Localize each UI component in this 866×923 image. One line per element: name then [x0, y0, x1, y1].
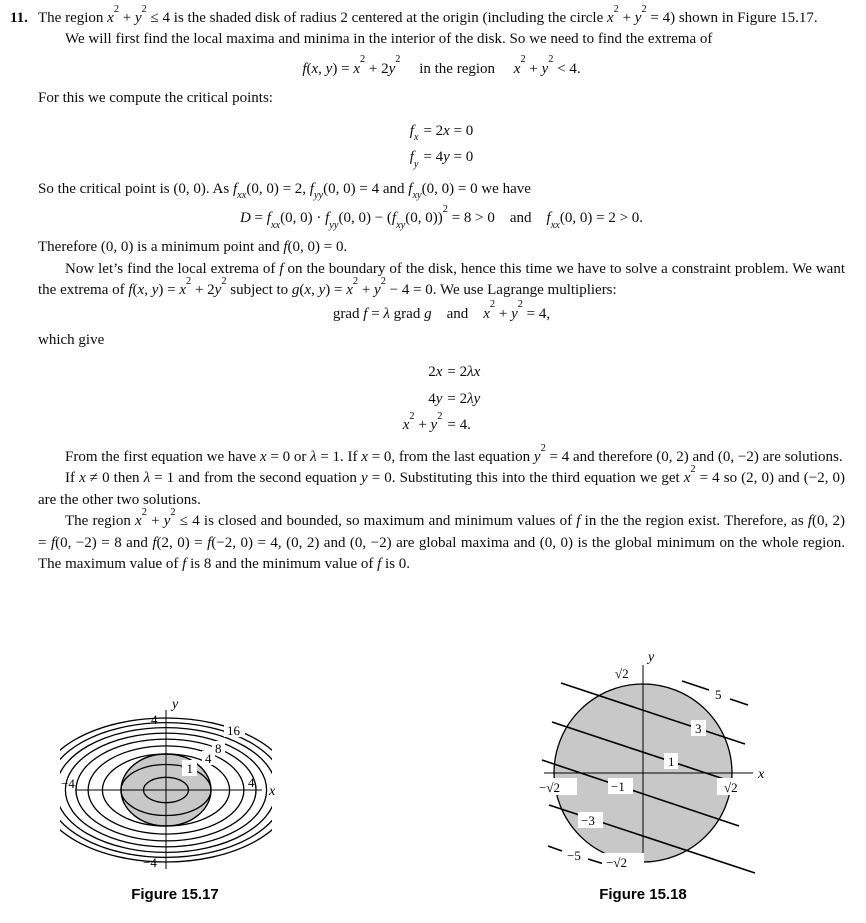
level-label-neg5: −5 [567, 848, 581, 863]
paragraph-boundary: Now let’s find the local extrema of f on the boundary of the disk, hence this time we have to solve a constraint problem. We want the extrema of f(x, $y) = x^2 + 2y^2$ subject to g(x, $y) = x^2 + y^2 - 4 = 0$. We use Lagrange multipliers: [38, 260, 845, 299]
level-label-neg1: −1 [611, 779, 625, 794]
equation-system [403, 359, 481, 439]
x-tick-neg-sqrt2-label: −√2 [539, 780, 560, 795]
equation-line: $f_x$ = 2x = 0 [409, 122, 474, 144]
paragraph-second-equation: If x ≠ 0 then λ = 1 and from the second equation y = 0. Substituting this into the third equation we get $x^2 = 4$ so (2, 0) and (−2, 0) are the other two solutions. [38, 464, 846, 508]
equation-partials [410, 118, 474, 171]
y-axis-label: y [648, 650, 655, 665]
paragraph-critical-points: For this we compute the critical points: [38, 90, 273, 107]
equation-lagrange: grad f = λ grad g and $x^2 + y^2 = 4$, [332, 299, 551, 322]
contour-label-4: 4 [205, 751, 212, 766]
contour-label-16: 16 [227, 723, 240, 738]
equation-line: $f_y$ = 4y = 0 [409, 149, 474, 170]
x-axis-label: x [758, 767, 765, 782]
level-label-3: 3 [695, 721, 702, 736]
equation-line: 2x = 2λx [428, 364, 481, 381]
contour-label-8: 8 [215, 741, 222, 756]
problem-number: 11. [10, 10, 28, 26]
y-tick-neg4-label: −4 [143, 855, 157, 870]
paragraph-conclusion: The region $x^2 + y^2 \le 4$ is closed and bounded, so maximum and minimum values of f in the the region exist. Therefore, as f(0, 2) = f(0, −2) = 8 and f(2, 0) = f(−2, 0) = 4, (0, 2) and (0, −2) are global maxima and (0, 0) is the global minimum on the whole region. The maximum value of f is 8 and the minimum value of f is 0. [38, 506, 845, 572]
paragraph-minimum: Therefore (0, 0) is a minimum point and f(0, 0) = 0. [38, 239, 348, 256]
paragraph-first-equation: From the first equation we have x = 0 or λ = 1. If x = 0, from the last equation $y^2 = 4$ and therefore (0, 2) and (0, −2) are solutions. [65, 442, 843, 465]
contour-label-1: 1 [186, 761, 193, 776]
equation-line: $x^2 + y^2$ = 4. [402, 411, 471, 434]
x-tick-sqrt2-label: √2 [724, 780, 738, 795]
equation-function: f(x, $y) = x^2 + 2y^2$ in the region $x^2 + y^2 < 4$. [302, 54, 581, 77]
figure-15-17-contour-plot [55, 688, 295, 884]
figure-15-18-caption: Figure 15.18 [599, 886, 687, 903]
paragraph-intro: The region $x^2 + y^2 \le 4$ is the shaded disk of radius 2 centered at the origin (including the circle $x^2 + y^2 = 4$) shown in Figure 15.17. [38, 3, 818, 26]
level-label-neg3: −3 [581, 813, 595, 828]
x-tick-neg4-label: −4 [61, 776, 75, 791]
y-axis-label: y [172, 697, 179, 712]
x-axis-label: x [269, 784, 276, 799]
level-label-1: 1 [668, 754, 675, 769]
figure-15-17-caption: Figure 15.17 [131, 886, 219, 903]
equation-discriminant: $D = f_{xx}(0$, $0) \cdot f_{yy}(0$, $0) - (f_{xy}(0$, 0))$^2$ = 8 > 0 and $f_{xx}(0$, 0) = 2 > 0. [239, 203, 644, 231]
paragraph-which-give: which give [38, 332, 105, 349]
y-tick-neg-sqrt2-label: −√2 [606, 855, 627, 870]
level-label-5: 5 [715, 687, 722, 702]
y-tick-sqrt2-label: √2 [615, 666, 629, 681]
equation-line: 4y = 2λy [428, 390, 481, 407]
paragraph-interior: We will first find the local maxima and minima in the interior of the disk. So we need to find the extrema of [65, 31, 713, 48]
x-tick-pos4-label: 4 [248, 775, 255, 790]
figure-15-18-constraint-plot [512, 648, 802, 888]
paragraph-second-derivatives: So the critical point is (0, 0). As $f_{xx}(0$, 0) = 2, $f_{yy}(0$, 0) = 4 and $f_{xy}(0$, 0) = 0 we have [38, 180, 531, 202]
y-tick-pos4-label: 4 [151, 712, 158, 727]
